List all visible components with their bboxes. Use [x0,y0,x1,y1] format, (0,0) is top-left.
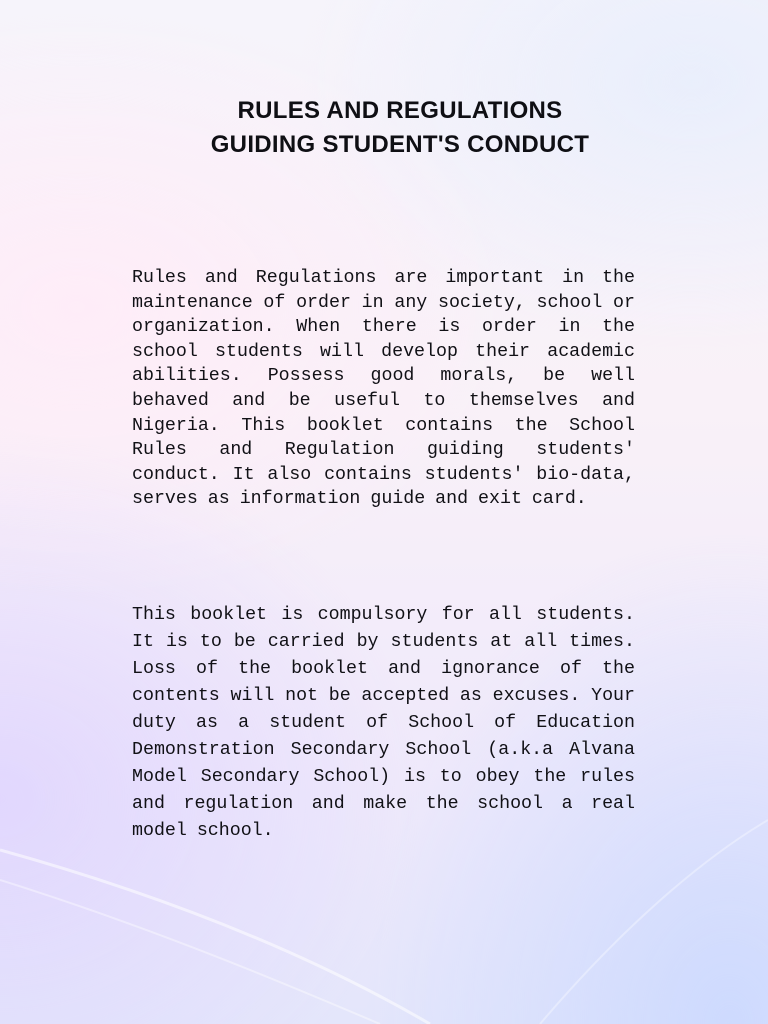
booklet-notice-paragraph: This booklet is compulsory for all students. It is to be carried by students at all times. Loss of the booklet and ignorance of the contents will not be accepted as excuses. Your duty as a student of School of Education Demonstration Secondary School (a.k.a Alvana Model Secondary School) is to obey the rules and regulation and make the school a real model school. [132,605,635,841]
title-line-1: RULES AND REGULATIONS [237,97,563,124]
title-line-2: GUIDING STUDENT'S CONDUCT [210,131,590,158]
document-title [0,94,768,162]
intro-paragraph: Rules and Regulations are important in the maintenance of order in any society, school or organization. When there is order in the school students will develop their academic abilities. Possess good morals, be well behaved and be useful to themselves and Nigeria. This booklet contains the School Rules and Regulation guiding students' conduct. It also contains students' bio-data, serves as information guide and exit card. [132,268,635,510]
